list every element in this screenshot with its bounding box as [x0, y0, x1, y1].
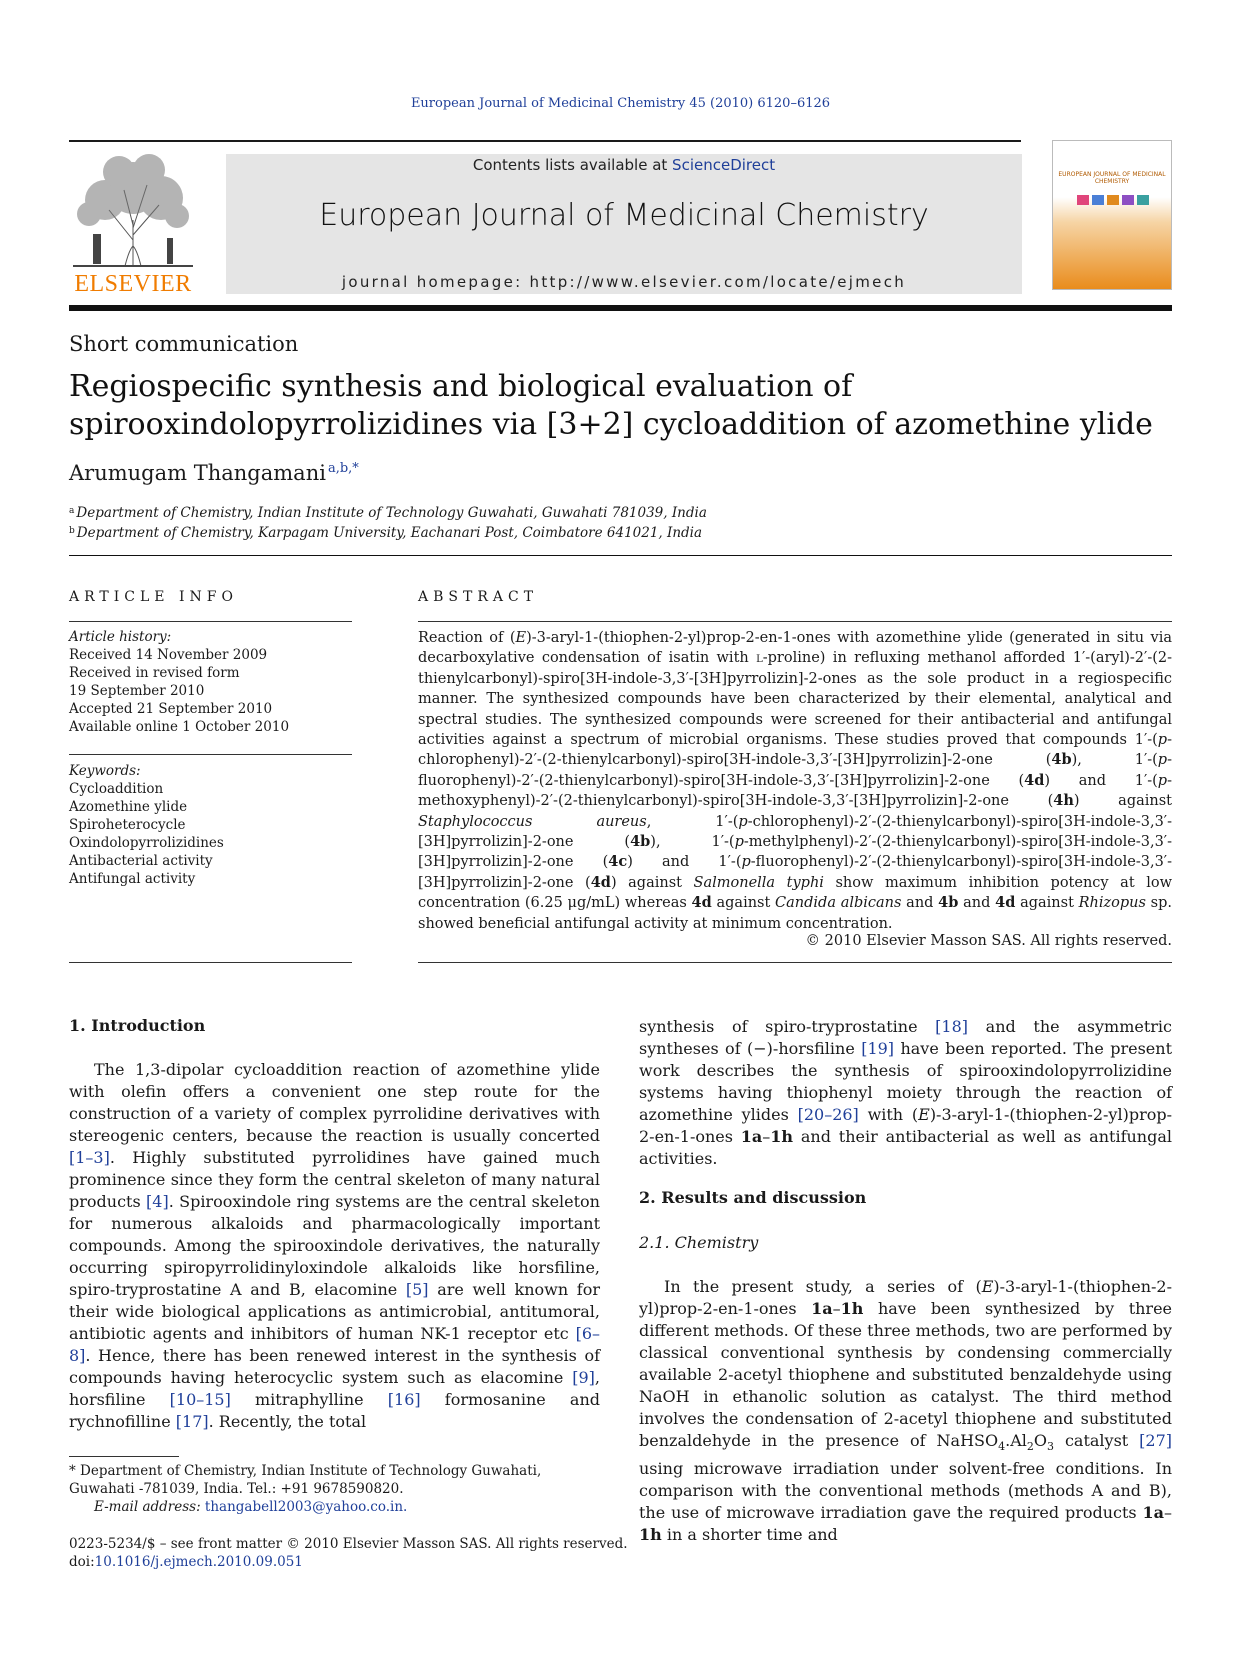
- header-thick-divider: [69, 305, 1172, 311]
- affiliation-a: $^a$ Department of Chemistry, Indian Institute of Technology Guwahati, Guwahati 781039, India: [69, 505, 707, 521]
- keywords-label: Keywords:: [69, 763, 141, 779]
- keyword: Cycloaddition: [69, 781, 164, 797]
- abstract-heading: ABSTRACT: [418, 589, 539, 605]
- article-info-rule-bottom: [69, 962, 352, 963]
- elsevier-wordmark: ELSEVIER: [74, 271, 192, 297]
- introduction-paragraph: The 1,3-dipolar cycloaddition reaction of azomethine ylide with olefin offers a convenient one step route for the construction of a variety of complex pyrrolidine derivatives with stereogenic centers, because the reaction is usually concerted [1–3]. Highly substituted pyrrolidines have gained much prominence since they form the central skeleton of many natural products [4]. Spirooxindole ring systems are the central skeleton for numerous alkaloids and pharmacologically important compounds. Among the spirooxindole derivatives, the naturally occurring spiropyrrolidinyloxindole alkaloids like horsfiline, spiro-tryprostatine A and B, elacomine [5] are well known for their wide biological applications as antimicrobial, antitumoral, antibiotic agents and inhibitors of human NK-1 receptor etc [6–8]. Hence, there has been renewed interest in the synthesis of compounds having heterocyclic system such as elacomine [9], horsfiline [10–15] mitraphylline [16] formosanine and rychnofilline [17]. Recently, the total: [69, 1060, 601, 1431]
- reference-link[interactable]: [6–8]: [69, 1324, 600, 1365]
- keyword: Oxindolopyrrolizidines: [69, 835, 224, 851]
- author-line: [69, 461, 359, 485]
- article-history: [69, 628, 289, 736]
- article-info-rule-mid: [69, 754, 352, 755]
- top-divider: [69, 140, 1021, 142]
- keyword: Spiroheterocycle: [69, 817, 186, 833]
- front-matter: [69, 1535, 629, 1571]
- keyword: Azomethine ylide: [69, 799, 188, 815]
- sciencedirect-link[interactable]: ScienceDirect: [672, 156, 776, 174]
- abstract-rule-bottom: [418, 962, 1172, 963]
- keyword: Antifungal activity: [69, 871, 196, 887]
- article-type: Short communication: [69, 332, 299, 356]
- reference-link[interactable]: [18]: [935, 1017, 969, 1036]
- keywords: [69, 762, 224, 888]
- history-item: Available online 1 October 2010: [69, 719, 290, 735]
- reference-link[interactable]: [27]: [1139, 1431, 1172, 1450]
- history-label: Article history:: [69, 629, 172, 645]
- reference-link[interactable]: [17]: [175, 1412, 209, 1431]
- history-item: Received 14 November 2009: [69, 647, 268, 663]
- chemistry-subheading: 2.1. Chemistry: [639, 1233, 759, 1252]
- contents-line: [226, 156, 1022, 174]
- introduction-heading: 1. Introduction: [69, 1016, 206, 1035]
- keyword: Antibacterial activity: [69, 853, 213, 869]
- reference-link[interactable]: [19]: [861, 1039, 895, 1058]
- reference-link[interactable]: [9]: [572, 1368, 595, 1387]
- journal-title: European Journal of Medicinal Chemistry: [319, 198, 929, 233]
- footnote-text: * Department of Chemistry, Indian Institute of Technology Guwahati, Guwahati -781039, India. Tel.: +91 9678590820.: [69, 1463, 542, 1497]
- reference-link[interactable]: [5]: [405, 1280, 429, 1299]
- article-info-heading: ARTICLE INFO: [69, 589, 238, 605]
- article-info-rule-top: [69, 621, 352, 622]
- abstract-body: Reaction of (E)-3-aryl-1-(thiophen-2-yl)prop-2-en-1-ones with azomethine ylide (generated in situ via decarboxylative condensation of isatin with l-proline) in refluxing methanol afforded 1′-(aryl)-2′-(2-thienylcarbonyl)-spiro[3H-indole-3,3′-[3H]pyrrolizin]-2-ones as the sole product in a regiospecific manner. The synthesized compounds have been characterized by their elemental, analytical and spectral studies. The synthesized compounds were screened for their antibacterial and antifungal activities against a spectrum of microbial organisms. These studies proved that compounds 1′-(p-chlorophenyl)-2′-(2-thienylcarbonyl)-spiro[3H-indole-3,3′-[3H]pyrrolizin]-2-one (4b), 1′-(p-fluorophenyl)-2′-(2-thienylcarbonyl)-spiro[3H-indole-3,3′-[3H]pyrrolizin]-2-one (4d) and 1′-(p-methoxyphenyl)-2′-(2-thienylcarbonyl)-spiro[3H-indole-3,3′-[3H]pyrrolizin]-2-one (4h) against Staphylococcus aureus, 1′-(p-chlorophenyl)-2′-(2-thienylcarbonyl)-spiro[3H-indole-3,3′-[3H]pyrrolizin]-2-one (4b), 1′-(p-methylphenyl)-2′-(2-thienylcarbonyl)-spiro[3H-indole-3,3′-[3H]pyrrolizin]-2-one (4c) and 1′-(p-fluorophenyl)-2′-(2-thienylcarbonyl)-spiro[3H-indole-3,3′-[3H]pyrrolizin]-2-one (4d) against Salmonella typhi show maximum inhibition potency at low concentration (6.25 μg/mL) whereas 4d against Candida albicans and 4b and 4d against Rhizopus sp. showed beneficial antifungal activity at minimum concentration.: [418, 630, 1173, 932]
- elsevier-logo: [69, 150, 197, 298]
- email-link[interactable]: thangabell2003@yahoo.co.in.: [204, 1499, 408, 1515]
- results-heading: 2. Results and discussion: [639, 1188, 867, 1207]
- history-item: Accepted 21 September 2010: [69, 701, 273, 717]
- cover-title: EUROPEAN JOURNAL OF MEDICINAL CHEMISTRY: [1058, 171, 1166, 185]
- abstract-rule-top: [418, 621, 1172, 622]
- email-label: E-mail address:: [94, 1499, 205, 1515]
- footnote-rule: [69, 1456, 179, 1457]
- reference-link[interactable]: [16]: [387, 1390, 421, 1409]
- article-title: Regiospecific synthesis and biological evaluation of spirooxindolopyrrolizidines via [3+2] cycloaddition of azomethine ylide: [69, 369, 1153, 442]
- corresponding-author-footnote: [69, 1462, 600, 1516]
- contents-prefix: Contents lists available at: [472, 156, 673, 174]
- chemistry-paragraph: In the present study, a series of (E)-3-aryl-1-(thiophen-2-yl)prop-2-en-1-ones 1a–1h have been synthesized by three different methods. Of these three methods, two are performed by classical conventional synthesis by condensing commercially available 2-acetyl thiophene and substituted benzaldehyde using NaOH in ethanolic solution as catalyst. The third method involves the condensation of 2-acetyl thiophene and substituted benzaldehyde in the presence of $NaHSO_4.Al_2O_3$ catalyst [27] using microwave irradiation under solvent-free conditions. In comparison with the conventional methods (methods A and B), the use of microwave irradiation gave the required products 1a–1h in a shorter time and: [639, 1277, 1173, 1545]
- history-item: 19 September 2010: [69, 683, 205, 699]
- cover-color-bars: [1077, 195, 1149, 205]
- affiliations: [69, 502, 707, 542]
- doi-link[interactable]: 10.1016/j.ejmech.2010.09.051: [94, 1554, 303, 1570]
- elsevier-tree-icon: [69, 150, 197, 268]
- reference-link[interactable]: [1–3]: [69, 1148, 110, 1167]
- journal-cover-thumbnail[interactable]: [1052, 140, 1172, 290]
- issn-line: 0223-5234/$ – see front matter © 2010 Elsevier Masson SAS. All rights reserved.: [69, 1536, 628, 1552]
- reference-link[interactable]: [10–15]: [169, 1390, 231, 1409]
- author-affiliation-marks[interactable]: a,b,*: [327, 461, 359, 476]
- history-item: Received in revised form: [69, 665, 240, 681]
- reference-link[interactable]: [20–26]: [797, 1105, 859, 1124]
- journal-citation[interactable]: European Journal of Medicinal Chemistry 45 (2010) 6120–6126: [410, 96, 831, 111]
- doi-label: doi:: [69, 1554, 95, 1570]
- journal-homepage[interactable]: journal homepage: http://www.elsevier.com/locate/ejmech: [341, 273, 907, 291]
- abstract-copyright: © 2010 Elsevier Masson SAS. All rights reserved.: [805, 933, 1172, 949]
- title-divider: [69, 555, 1172, 556]
- affiliation-b: $^b$ Department of Chemistry, Karpagam University, Eachanari Post, Coimbatore 641021, India: [69, 525, 703, 541]
- author-name: Arumugam Thangamani: [69, 461, 326, 485]
- reference-link[interactable]: [4]: [146, 1192, 169, 1211]
- introduction-continuation: synthesis of spiro-tryprostatine [18] and the asymmetric syntheses of (−)-horsfiline [19] have been reported. The present work describes the synthesis of spirooxindolopyrrolizidine systems having thiophenyl moiety through the reaction of azomethine ylides [20–26] with (E)-3-aryl-1-(thiophen-2-yl)prop-2-en-1-ones 1a–1h and their antibacterial as well as antifungal activities.: [639, 1017, 1173, 1168]
